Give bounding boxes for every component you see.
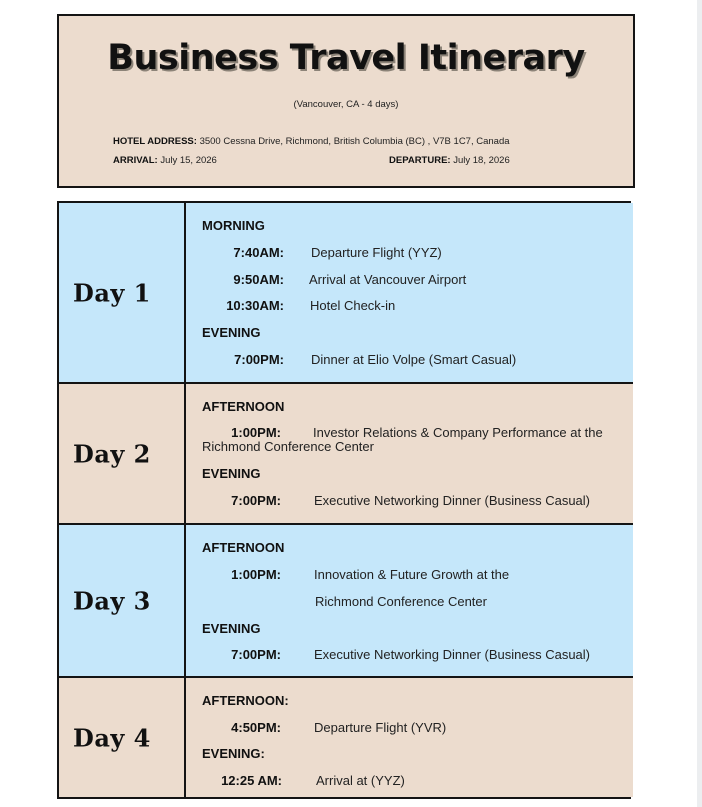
time-slot-heading: AFTERNOON <box>202 540 285 555</box>
schedule-entry <box>202 352 517 367</box>
entry-activity: Arrival at Vancouver Airport <box>309 272 467 287</box>
day-row <box>59 382 633 523</box>
schedule-entry <box>202 426 612 454</box>
departure-label: DEPARTURE: <box>389 155 451 166</box>
entry-activity: Hotel Check-in <box>310 298 396 313</box>
time-slot-heading: AFTERNOON <box>202 399 285 414</box>
entry-time: 7:40AM: <box>233 245 284 260</box>
entry-activity: Arrival at (YYZ) <box>316 773 405 788</box>
schedule-entry <box>202 567 510 582</box>
day-label-cell <box>59 678 186 797</box>
schedule-entry <box>202 493 591 508</box>
schedule-entry <box>202 298 396 313</box>
entry-time: 7:00PM: <box>231 647 281 662</box>
itinerary-subtitle: (Vancouver, CA - 4 days) <box>293 99 399 110</box>
entry-activity: Executive Networking Dinner (Business Casual) <box>314 493 591 508</box>
entry-time: 4:50PM: <box>231 720 281 735</box>
arrival-date <box>113 155 217 166</box>
hotel-address-label: HOTEL ADDRESS: <box>113 136 197 147</box>
time-slot-heading: EVENING: <box>202 746 265 761</box>
scrollbar-track[interactable] <box>697 0 702 807</box>
day-row <box>59 523 633 676</box>
hotel-address-value: 3500 Cessna Drive, Richmond, British Columbia (BC) , V7B 1C7, Canada <box>199 136 510 147</box>
entry-activity: Innovation & Future Growth at the <box>314 567 510 582</box>
entry-time: 7:00PM: <box>231 493 281 508</box>
time-slot-heading: MORNING <box>202 218 265 233</box>
schedule-entry <box>202 720 447 735</box>
schedule-entry <box>202 245 442 260</box>
arrival-value: July 15, 2026 <box>160 155 217 166</box>
entry-activity: Executive Networking Dinner (Business Casual) <box>314 647 591 662</box>
schedule-entry <box>202 272 467 287</box>
entry-activity: Departure Flight (YYZ) <box>311 245 442 260</box>
day-label-cell <box>59 384 186 523</box>
hotel-address <box>113 136 510 147</box>
entry-time: 10:30AM: <box>226 298 284 313</box>
entry-time: 1:00PM: <box>231 425 281 440</box>
time-slot-heading: EVENING <box>202 621 261 636</box>
schedule-entry <box>202 647 591 662</box>
day-label-cell <box>59 203 186 382</box>
schedule-table <box>57 201 631 799</box>
entry-activity: Investor Relations & Company Performance at the Richmond Conference Center <box>202 425 603 454</box>
day-label-cell <box>59 525 186 676</box>
departure-date <box>389 155 510 166</box>
day-row <box>59 676 633 797</box>
day-label: Day 4 <box>73 723 151 752</box>
itinerary-title: Business Travel Itinerary <box>107 38 585 78</box>
time-slot-heading: EVENING <box>202 466 261 481</box>
day-row <box>59 203 633 382</box>
entry-time: 9:50AM: <box>233 272 284 287</box>
entry-activity: Richmond Conference Center <box>315 594 487 609</box>
entry-time: 1:00PM: <box>231 567 281 582</box>
schedule-entry <box>202 773 405 788</box>
day-label: Day 3 <box>73 586 151 615</box>
arrival-label: ARRIVAL: <box>113 155 158 166</box>
time-slot-heading: AFTERNOON: <box>202 693 289 708</box>
entry-time: 7:00PM: <box>234 352 284 367</box>
day-label: Day 1 <box>73 278 151 307</box>
entry-activity: Departure Flight (YVR) <box>314 720 447 735</box>
entry-activity: Dinner at Elio Volpe (Smart Casual) <box>311 352 517 367</box>
departure-value: July 18, 2026 <box>453 155 510 166</box>
day-label: Day 2 <box>73 439 151 468</box>
time-slot-heading: EVENING <box>202 325 261 340</box>
entry-time: 12:25 AM: <box>221 773 282 788</box>
itinerary-header <box>57 14 635 188</box>
